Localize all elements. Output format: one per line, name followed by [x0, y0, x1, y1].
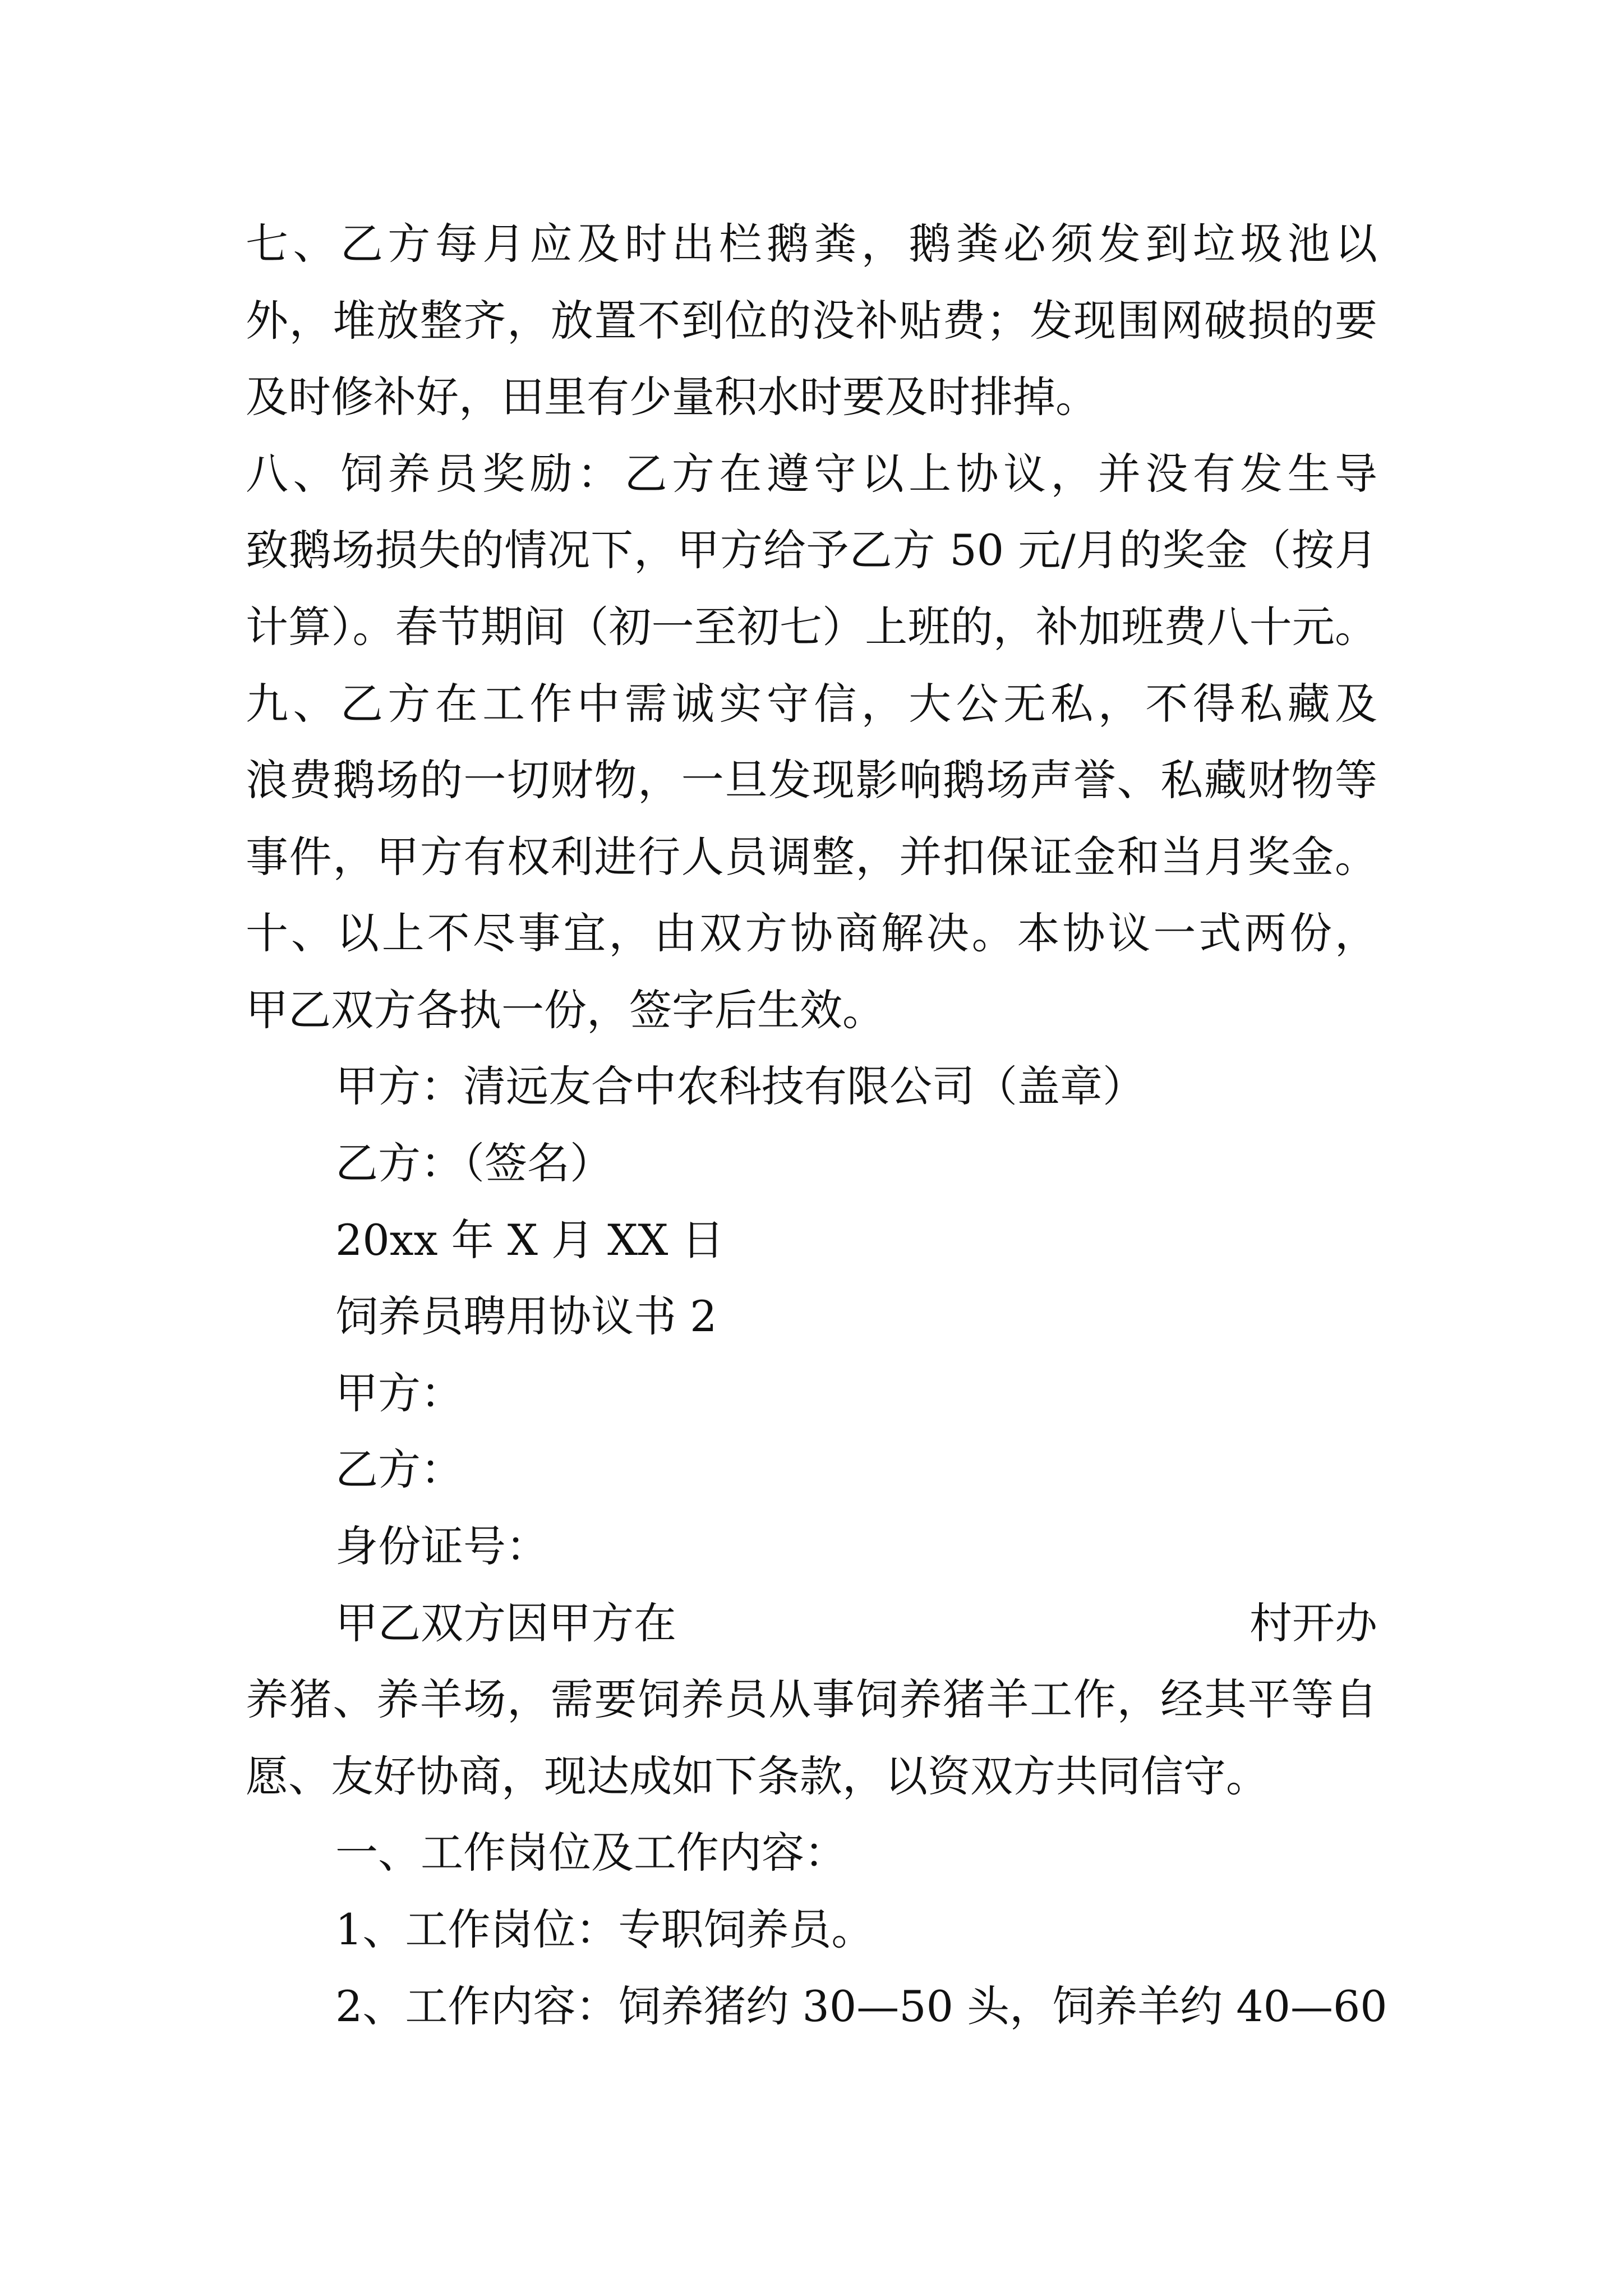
clause-10-line-2: 甲乙双方各执一份，签字后生效。	[246, 985, 885, 1035]
section-1-heading: 一、工作岗位及工作内容：	[335, 1828, 847, 1878]
item-2-job-content: 2、工作内容：饲养猪约 30—50 头，饲养羊约 40—60	[335, 1981, 1387, 2031]
item-1-job-position: 1、工作岗位：专职饲养员。	[335, 1904, 874, 1954]
clause-9-line-3: 事件，甲方有权利进行人员调整，并扣保证金和当月奖金。	[246, 832, 1377, 882]
intro-line-3: 愿、友好协商，现达成如下条款，以资双方共同信守。	[246, 1751, 1269, 1801]
intro-line-1-right: 村开办	[1249, 1598, 1377, 1648]
intro-line-2: 养猪、养羊场，需要饲养员从事饲养猪羊工作，经其平等自	[246, 1674, 1377, 1724]
party-a-signature-line: 甲方：清远友合中农科技有限公司（盖章）	[335, 1061, 1145, 1111]
clause-9-line-1: 九、乙方在工作中需诚实守信，大公无私，不得私藏及	[246, 679, 1377, 729]
clause-7-line-3: 及时修补好，田里有少量积水时要及时排掉。	[246, 372, 1098, 422]
id-number-label: 身份证号：	[335, 1521, 548, 1571]
clause-9-line-2: 浪费鹅场的一切财物，一旦发现影响鹅场声誉、私藏财物等	[246, 755, 1377, 805]
clause-7-line-2: 外，堆放整齐，放置不到位的没补贴费；发现围网破损的要	[246, 296, 1377, 346]
agreement-2-title: 饲养员聘用协议书 2	[335, 1291, 717, 1341]
clause-8-line-1: 八、饲养员奖励：乙方在遵守以上协议，并没有发生导	[246, 449, 1377, 499]
clause-7-line-1: 七、乙方每月应及时出栏鹅粪，鹅粪必须发到垃圾池以	[246, 219, 1377, 269]
clause-8-line-2: 致鹅场损失的情况下，甲方给予乙方 50 元/月的奖金（按月	[246, 525, 1377, 575]
signing-date: 20xx 年 X 月 XX 日	[335, 1215, 725, 1265]
clause-10-line-1: 十、以上不尽事宜，由双方协商解决。本协议一式两份，	[246, 908, 1377, 958]
intro-line-1-left: 甲乙双方因甲方在	[335, 1598, 676, 1648]
party-a-label: 甲方：	[335, 1368, 463, 1418]
party-b-signature-line: 乙方：（签名）	[335, 1138, 612, 1188]
party-b-label: 乙方：	[335, 1444, 463, 1494]
clause-8-line-3: 计算）。春节期间（初一至初七）上班的，补加班费八十元。	[246, 602, 1377, 652]
